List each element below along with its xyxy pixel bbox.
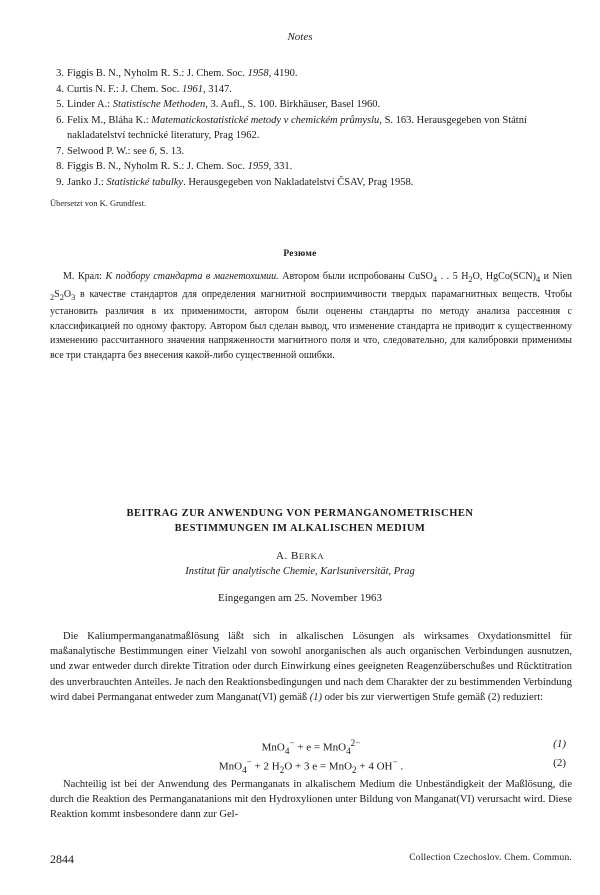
reference-number: 8. xyxy=(56,161,64,172)
author-name xyxy=(0,550,600,562)
article-title-line: BESTIMMUNGEN IM ALKALISCHEN MEDIUM xyxy=(174,523,426,534)
text-run: , 4190. xyxy=(268,68,298,79)
text-run: М. Крал: xyxy=(63,271,106,282)
text-run: , S. 163. Herausgegeben von Státní nakladatelství technické literatury, Prag 1962. xyxy=(67,114,527,141)
text-run: . Herausgegeben von Nakladatelství ČSAV, Prag 1958. xyxy=(183,176,414,188)
equation-2 xyxy=(50,757,572,773)
text-run: MnO xyxy=(261,741,285,754)
subscript: 4 xyxy=(535,275,541,284)
reference-item xyxy=(50,144,570,160)
superscript: − xyxy=(289,738,295,748)
article-title-line: BEITRAG ZUR ANWENDUNG VON PERMANGANOMETRISCHEN xyxy=(126,508,474,519)
subscript: 2 xyxy=(50,292,55,302)
reference-number: 9. xyxy=(56,176,64,188)
italic-text: 1961 xyxy=(181,83,203,95)
italic-text: Statistische Methoden xyxy=(112,99,206,110)
text-run: Figgis B. N., Nyholm R. S.: J. Chem. Soc. xyxy=(67,68,248,79)
resume-title: Резюме xyxy=(283,249,317,259)
equation-number: (2) xyxy=(553,757,566,769)
subscript: 4 xyxy=(432,275,438,284)
text-run: . xyxy=(397,760,404,773)
equation-number: (1) xyxy=(553,738,566,750)
text-run: . . 5 H xyxy=(437,271,469,282)
text-run: Автором были испробованы CuSO xyxy=(278,271,433,282)
text-run: O, HgCo(SCN) xyxy=(472,271,536,282)
article-title xyxy=(0,506,600,536)
superscript: − xyxy=(392,757,398,767)
italic-text: 1959 xyxy=(247,161,269,172)
subscript: 3 xyxy=(71,292,76,302)
text-run: и Nien xyxy=(540,271,572,282)
reference-item xyxy=(50,175,570,191)
reference-item xyxy=(50,82,570,98)
reference-list xyxy=(50,66,570,190)
body-paragraph xyxy=(50,629,572,705)
equation-text xyxy=(50,738,572,756)
text-run: , 331. xyxy=(268,161,293,172)
journal-footer: Collection Czechoslov. Chem. Commun. xyxy=(409,853,572,863)
subscript: 2 xyxy=(279,764,285,775)
text-run: Figgis B. N., Nyholm R. S.: J. Chem. Soc. xyxy=(67,161,248,172)
text-run: Linder A.: xyxy=(67,99,113,110)
resume-paragraph xyxy=(50,270,572,364)
page-number: 2844 xyxy=(50,852,74,866)
text-run: S xyxy=(54,288,60,300)
text-run: Janko J.: xyxy=(67,176,107,188)
text-run: Selwood P. W.: see xyxy=(67,145,150,157)
italic-text: Statistické tabulky xyxy=(106,176,184,188)
italic-text: (1) xyxy=(309,691,323,703)
subscript: 4 xyxy=(346,745,351,756)
superscript: 2− xyxy=(350,738,361,748)
italic-text: 1958 xyxy=(247,68,269,79)
text-run: Die Kaliumpermanganatmaßlösung läßt sich in alkalischen Lösungen als wirksames Oxydationsmittel für maßanalytische Bestimmungen einer Vielzahl von sowohl anorganischen als auch organischen Verbindungen ausnutzen, und zwar entweder durch direkte Titration oder durch Einwirkung eines geeigneten Reagenzüberschußes und Rücktitration des unverbrauchten Anteiles. Je nach den Reaktionsbedingungen und nach dem Charakter der zu bestimmenden Verbindung wird dabei Permanganat entweder zum Manganat(VI) gemäß xyxy=(50,631,572,703)
subscript: 4 xyxy=(242,764,247,775)
author-surname-smallcaps: ERKA xyxy=(298,551,324,561)
text-run: MnO xyxy=(218,760,243,773)
superscript: − xyxy=(246,757,252,767)
italic-text: 6 xyxy=(149,145,155,157)
text-run: , S. 13. xyxy=(154,145,184,157)
running-head: Notes xyxy=(287,31,313,43)
text-run: , 3. Aufl., S. 100. Birkhäuser, Basel 1960. xyxy=(205,99,381,110)
text-run: + e = MnO xyxy=(294,741,347,754)
text-run: O + 3 e = MnO xyxy=(284,760,353,773)
subscript: 2 xyxy=(59,292,64,302)
subscript: 4 xyxy=(284,745,290,756)
text-run: + 2 H xyxy=(251,760,280,773)
body-paragraph: Nachteilig ist bei der Anwendung des Permanganats in alkalischem Medium die Unbeständigkeit der Maßlösung, die durch die Reaktion des Permanganatanions mit den Hydroxylionen unter Bildung von Manganat(VI) verursacht wird. Diese Reaktion kommt insbesondere dann zur Gel- xyxy=(50,779,572,821)
subscript: 2 xyxy=(468,275,473,284)
institute-affiliation: Institut für analytische Chemie, Karlsuniversität, Prag xyxy=(185,566,415,577)
subscript: 2 xyxy=(352,764,357,775)
reference-item xyxy=(50,97,570,113)
reference-number: 3. xyxy=(56,68,64,79)
reference-item xyxy=(50,113,570,144)
text-run: + 4 OH xyxy=(356,760,393,773)
reference-number: 4. xyxy=(56,83,64,95)
author-initial: A. B xyxy=(276,550,299,562)
reference-item xyxy=(50,66,570,82)
received-date: Eingegangen am 25. November 1963 xyxy=(217,592,383,604)
text-run: oder bis zur vierwertigen Stufe gemäß (2) reduziert: xyxy=(322,691,544,703)
text-run: в качестве стандартов для определения магнитной восприимчивости твердых парамагнитных веществ. Чтобы установить различия в их применимости, автором были оценены стандарты по методу анализа рассеяния с классификацией по одному фактору. Автором был сделан вывод, что изменение стандарта не приводит к существенному изменению рассчитанного значения напряженности магнитного поля и что, следовательно, для калибровки применимы все три стандарта без внесения какой-либо существенной ошибки. xyxy=(50,288,572,361)
text-run: , 3147. xyxy=(202,83,232,95)
equation-1 xyxy=(50,738,572,754)
italic-text: К подбору стандарта в магнетохимии. xyxy=(105,271,279,282)
text-run: Felix M., Bláha K.: xyxy=(67,114,152,126)
italic-text: Matematickostatistické metody v chemickém průmyslu xyxy=(151,114,380,126)
reference-number: 7. xyxy=(56,145,64,157)
equation-text xyxy=(50,757,572,775)
reference-number: 6. xyxy=(56,114,64,126)
translator-note: Übersetzt von K. Grundfest. xyxy=(50,198,147,208)
text-run: O xyxy=(63,288,72,300)
reference-number: 5. xyxy=(56,99,64,110)
text-run: Curtis N. F.: J. Chem. Soc. xyxy=(67,83,182,95)
reference-item xyxy=(50,159,570,175)
